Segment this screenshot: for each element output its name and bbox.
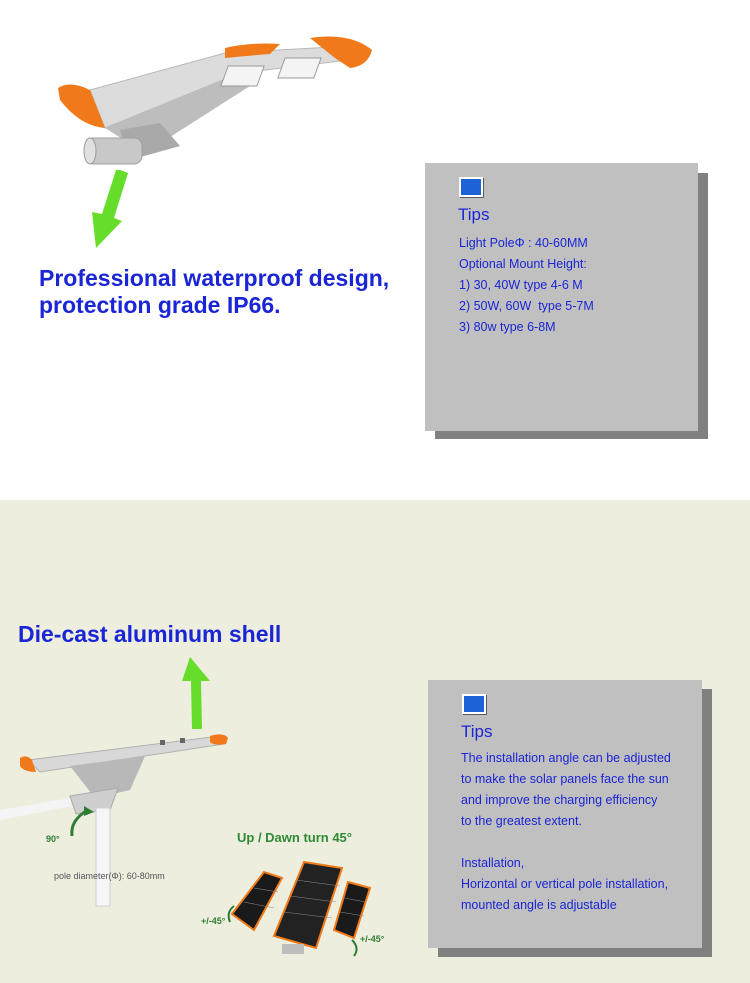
blue-square-icon [462, 694, 486, 714]
waterproof-headline [39, 265, 419, 319]
tips-para1-line-4: to the greatest extent. [461, 814, 582, 828]
street-light-illustration-top [50, 28, 380, 178]
tips-para2-line-3: mounted angle is adjustable [461, 898, 617, 912]
tips-title: Tips [458, 205, 490, 224]
tips-line-pole: Light PoleΦ : 40-60MM [459, 236, 588, 250]
tips-para1-line-1: The installation angle can be adjusted [461, 751, 671, 765]
green-arrow-down-icon [88, 168, 138, 250]
tips-line-1: 1) 30, 40W type 4-6 M [459, 278, 583, 292]
tips-para1-line-2: to make the solar panels face the sun [461, 772, 669, 786]
solar-panel-illustration [224, 852, 384, 962]
tips-box-installation [428, 680, 702, 948]
tips-line-height: Optional Mount Height: [459, 257, 587, 271]
angle-left-label: +/-45° [201, 916, 226, 926]
tips-box-mount [425, 163, 698, 431]
tips-installation-text [461, 748, 701, 916]
tips-para1-line-3: and improve the charging efficiency [461, 793, 658, 807]
aluminum-headline: Die-cast aluminum shell [18, 621, 282, 647]
street-light-illustration-side [0, 728, 235, 910]
angle-90-label: 90° [46, 834, 60, 844]
tips-para2-line-1: Installation, [461, 856, 525, 870]
angle-right-label: +/-45° [360, 934, 385, 944]
waterproof-headline-line-2: protection grade IP66. [39, 292, 281, 318]
waterproof-headline-line-1: Professional waterproof design, [39, 265, 390, 291]
tips-line-3: 3) 80w type 6-8M [459, 320, 556, 334]
tips-line-2: 2) 50W, 60W type 5-7M [459, 299, 594, 313]
tips-para2-line-2: Horizontal or vertical pole installation, [461, 877, 669, 891]
tips-mount-list [459, 233, 694, 338]
rotation-label: Up / Dawn turn 45° [237, 830, 352, 845]
blue-square-icon [459, 177, 483, 197]
pole-diameter-label: pole diameter(Φ): 60-80mm [54, 871, 165, 881]
tips-title: Tips [461, 722, 493, 741]
green-arrow-up-icon [176, 655, 216, 731]
tips-spacer [461, 832, 701, 853]
